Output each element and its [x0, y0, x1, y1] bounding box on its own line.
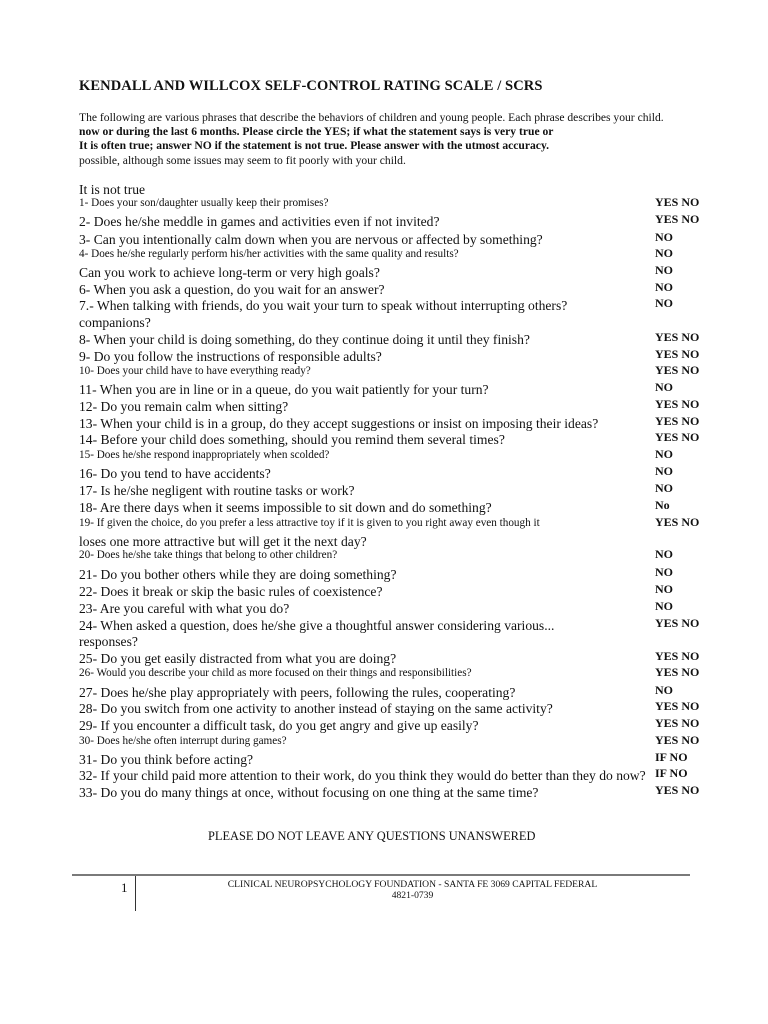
answer-options[interactable]: NO — [655, 246, 673, 260]
answer-options[interactable]: NO — [655, 683, 673, 697]
question-text: 3- Can you intentionally calm down when you are nervous or affected by something? — [79, 232, 543, 247]
question-text: 31- Do you think before acting? — [79, 752, 254, 767]
question-text: 16- Do you tend to have accidents? — [79, 466, 271, 481]
answer-options[interactable]: YES NO — [655, 330, 700, 344]
intro-line-3: It is often true; answer NO if the statement is not true. Please answer with the utmost accuracy. — [79, 139, 550, 152]
footer-phone: 4821-0739 — [391, 890, 434, 901]
question-text: 14- Before your child does something, should you remind them several times? — [79, 432, 505, 447]
question-text: 13- When your child is in a group, do they accept suggestions or insist on imposing their ideas? — [79, 416, 599, 431]
question-text: 20- Does he/she take things that belong to other children? — [79, 549, 338, 561]
question-text: 26- Would you describe your child as more focused on their things and responsibilities? — [79, 667, 472, 679]
question-row — [79, 517, 759, 535]
question-text: 28- Do you switch from one activity to another instead of staying on the same activity? — [79, 701, 553, 716]
question-continuation: companions? — [79, 315, 151, 330]
question-text: 27- Does he/she play appropriately with peers, following the rules, cooperating? — [79, 685, 516, 700]
question-text: 17- Is he/she negligent with routine tasks or work? — [79, 483, 355, 498]
answer-options[interactable]: NO — [655, 599, 673, 613]
answer-options[interactable]: YES NO — [655, 699, 700, 713]
question-row — [79, 785, 759, 803]
answer-options[interactable]: NO — [655, 547, 673, 561]
question-text: 24- When asked a question, does he/she give a thoughtful answer considering various... — [79, 618, 555, 633]
answer-options[interactable]: NO — [655, 582, 673, 596]
question-text: 30- Does he/she often interrupt during games? — [79, 735, 287, 747]
question-text: Can you work to achieve long-term or very high goals? — [79, 265, 380, 280]
question-text: 23- Are you careful with what you do? — [79, 601, 290, 616]
answer-options[interactable]: YES NO — [655, 783, 700, 797]
question-text: 4- Does he/she regularly perform his/her activities with the same quality and results? — [79, 248, 459, 260]
answer-options[interactable]: NO — [655, 481, 673, 495]
answer-options[interactable]: No — [655, 498, 670, 512]
question-text: 11- When you are in line or in a queue, do you wait patiently for your turn? — [79, 382, 489, 397]
answer-options[interactable]: YES NO — [655, 430, 700, 444]
answer-options[interactable]: YES NO — [655, 616, 700, 630]
question-text: 22- Does it break or skip the basic rules of coexistence? — [79, 584, 383, 599]
answer-options[interactable]: NO — [655, 565, 673, 579]
answer-options[interactable]: IF NO — [655, 766, 688, 780]
question-row — [79, 298, 759, 316]
question-continuation: loses one more attractive but will get it the next day? — [79, 534, 367, 549]
page-number: 1 — [121, 880, 128, 895]
answer-options[interactable]: NO — [655, 464, 673, 478]
question-text: 15- Does he/she respond inappropriately when scolded? — [79, 449, 330, 461]
footer-organization: CLINICAL NEUROPSYCHOLOGY FOUNDATION - SANTA FE 3069 CAPITAL FEDERAL — [227, 879, 598, 890]
question-text: 9- Do you follow the instructions of responsible adults? — [79, 349, 382, 364]
answer-options[interactable]: YES NO — [655, 733, 700, 747]
question-text: 33- Do you do many things at once, without focusing on one thing at the same time? — [79, 785, 539, 800]
answer-options[interactable]: YES NO — [655, 397, 700, 411]
answer-options[interactable]: IF NO — [655, 750, 688, 764]
answer-options[interactable]: YES NO — [655, 195, 700, 209]
answer-options[interactable]: YES NO — [655, 665, 700, 679]
question-text: 2- Does he/she meddle in games and activities even if not invited? — [79, 214, 440, 229]
question-text: 21- Do you bother others while they are doing something? — [79, 567, 397, 582]
question-text: 19- If given the choice, do you prefer a less attractive toy if it is given to you right away even though it — [79, 517, 540, 529]
footer-vertical-divider — [135, 876, 136, 911]
question-text: 32- If your child paid more attention to their work, do you think they would do better than they do now? — [79, 768, 646, 783]
answer-options[interactable]: NO — [655, 280, 673, 294]
answer-options[interactable]: NO — [655, 447, 673, 461]
question-continuation: responses? — [79, 634, 138, 649]
document-title: KENDALL AND WILLCOX SELF-CONTROL RATING SCALE / SCRS — [79, 78, 543, 94]
question-text: 10- Does your child have to have everything ready? — [79, 365, 311, 377]
question-text: 25- Do you get easily distracted from what you are doing? — [79, 651, 397, 666]
footer-divider — [72, 874, 690, 876]
answer-options[interactable]: YES NO — [655, 347, 700, 361]
answer-options[interactable]: YES NO — [655, 515, 700, 529]
answer-options[interactable]: YES NO — [655, 649, 700, 663]
answer-options[interactable]: NO — [655, 230, 673, 244]
preface-line: It is not true — [79, 182, 146, 197]
question-text: 7.- When talking with friends, do you wait your turn to speak without interrupting others? — [79, 298, 568, 313]
question-text: 6- When you ask a question, do you wait for an answer? — [79, 282, 385, 297]
intro-line-1: The following are various phrases that describe the behaviors of children and young people. Each phrase describes your child. — [79, 111, 664, 124]
answer-options[interactable]: NO — [655, 263, 673, 277]
question-text: 29- If you encounter a difficult task, do you get angry and give up easily? — [79, 718, 479, 733]
answer-options[interactable]: NO — [655, 296, 673, 310]
answer-options[interactable]: YES NO — [655, 414, 700, 428]
answer-options[interactable]: NO — [655, 380, 673, 394]
question-text: 12- Do you remain calm when sitting? — [79, 399, 289, 414]
intro-line-2: now or during the last 6 months. Please circle the YES; if what the statement says is very true or — [79, 125, 554, 138]
question-text: 8- When your child is doing something, do they continue doing it until they finish? — [79, 332, 530, 347]
answer-options[interactable]: YES NO — [655, 212, 700, 226]
answer-options[interactable]: YES NO — [655, 363, 700, 377]
answer-options[interactable]: YES NO — [655, 716, 700, 730]
question-text: 1- Does your son/daughter usually keep their promises? — [79, 197, 329, 209]
question-row — [79, 618, 759, 636]
closing-note: PLEASE DO NOT LEAVE ANY QUESTIONS UNANSWERED — [208, 829, 536, 843]
question-text: 18- Are there days when it seems impossible to sit down and do something? — [79, 500, 492, 515]
intro-line-4: possible, although some issues may seem to fit poorly with your child. — [79, 154, 406, 167]
